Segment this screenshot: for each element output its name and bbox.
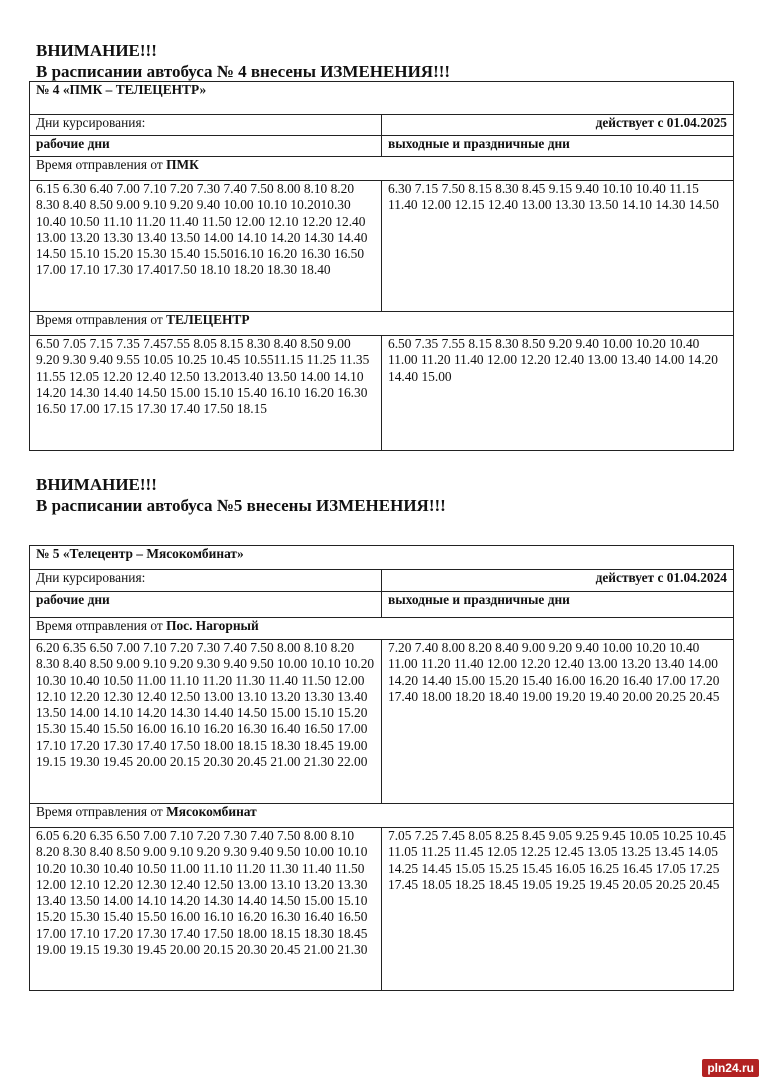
bus5-route-title: № 5 «Телецентр – Мясокомбинат» [30, 546, 734, 570]
bus4-notice-line2: В расписании автобуса № 4 внесены ИЗМЕНЕНИЯ!!! [36, 62, 451, 81]
bus4-departure2-prefix: Время отправления от [36, 312, 167, 327]
bus4-weekend-label: выходные и праздничные дни [382, 136, 734, 157]
bus5-schedule-table [29, 545, 734, 991]
bus5-notice-line2: В расписании автобуса №5 внесены ИЗМЕНЕНИЯ!!! [36, 496, 446, 515]
bus4-departure2-weekday-times: 6.50 7.05 7.15 7.35 7.457.55 8.05 8.15 8.30 8.40 8.50 9.00 9.20 9.30 9.40 9.55 10.05 10.25 10.45 10.5511.15 11.25 11.35 11.55 12.05 12.20 12.40 12.50 13.2013.40 13.50 14.00 14.10 14.20 14.30 14.40 14.50 15.00 15.10 15.40 16.10 16.20 16.30 16.50 17.00 17.15 17.30 17.40 17.50 18.15 [30, 336, 382, 451]
bus4-schedule-table [29, 81, 734, 451]
bus4-days-label: Дни курсирования: [30, 115, 382, 136]
bus5-daytype-row [30, 592, 734, 618]
bus5-departure1-prefix: Время отправления от [36, 618, 167, 633]
bus5-departure1-weekend-times: 7.20 7.40 8.00 8.20 8.40 9.00 9.20 9.40 10.00 10.20 10.40 11.00 11.20 11.40 12.00 12.20 12.40 13.00 13.20 13.40 14.00 14.20 14.40 15.00 15.20 15.40 16.00 16.20 16.40 17.00 17.20 17.40 18.00 18.20 18.40 19.00 19.20 19.40 20.00 20.25 20.45 [382, 640, 734, 804]
bus5-effective-date: действует с 01.04.2024 [382, 570, 734, 592]
bus5-notice-line1: ВНИМАНИЕ!!! [36, 475, 157, 494]
bus4-departure2-times-row [30, 336, 734, 451]
bus5-departure1-times-row [30, 640, 734, 804]
bus5-departure2-stop: Мясокомбинат [166, 804, 257, 819]
bus5-departure2-heading [30, 804, 734, 828]
bus5-departure2-times-row [30, 828, 734, 991]
bus5-weekdays-label: рабочие дни [30, 592, 382, 618]
bus4-days-row [30, 115, 734, 136]
site-watermark: pln24.ru [702, 1059, 759, 1077]
bus5-days-row [30, 570, 734, 592]
bus4-route-row [30, 82, 734, 115]
bus5-departure1-weekday-times: 6.20 6.35 6.50 7.00 7.10 7.20 7.30 7.40 7.50 8.00 8.10 8.20 8.30 8.40 8.50 9.00 9.10 9.20 9.30 9.40 9.50 10.00 10.10 10.20 10.30 10.40 10.50 11.00 11.10 11.20 11.30 11.40 11.50 12.00 12.10 12.20 12.30 12.40 12.50 13.00 13.10 13.20 13.30 13.40 13.50 14.00 14.10 14.20 14.30 14.40 14.50 15.00 15.10 15.20 15.30 15.40 15.50 16.00 16.10 16.20 16.30 16.40 16.50 17.00 17.10 17.20 17.30 17.40 17.50 18.00 18.15 18.30 18.45 19.00 19.15 19.30 19.45 20.00 20.15 20.30 20.45 21.00 21.30 22.00 [30, 640, 382, 804]
bus4-departure1-weekend-times: 6.30 7.15 7.50 8.15 8.30 8.45 9.15 9.40 10.10 10.40 11.15 11.40 12.00 12.15 12.40 13.00 13.30 13.50 14.10 14.30 14.50 [382, 181, 734, 312]
bus5-departure2-weekday-times: 6.05 6.20 6.35 6.50 7.00 7.10 7.20 7.30 7.40 7.50 8.00 8.10 8.20 8.30 8.40 8.50 9.00 9.10 9.20 9.30 9.40 9.50 10.00 10.10 10.20 10.30 10.40 10.50 11.00 11.10 11.20 11.30 11.40 11.50 12.00 12.10 12.20 12.30 12.40 12.50 13.00 13.10 13.20 13.30 13.40 13.50 14.00 14.10 14.20 14.30 14.40 14.50 15.00 15.10 15.20 15.30 15.40 15.50 16.00 16.10 16.20 16.30 16.40 16.50 17.00 17.10 17.20 17.30 17.40 17.50 18.00 18.15 18.30 18.45 19.00 19.15 19.30 19.45 20.00 20.15 20.30 20.45 21.00 21.30 [30, 828, 382, 991]
bus4-departure2-weekend-times: 6.50 7.35 7.55 8.15 8.30 8.50 9.20 9.40 10.00 10.20 10.40 11.00 11.20 11.40 12.00 12.20 12.40 13.00 13.40 14.00 14.20 14.40 15.00 [382, 336, 734, 451]
bus5-departure2-row [30, 804, 734, 828]
bus5-route-row [30, 546, 734, 570]
bus5-departure1-row [30, 618, 734, 640]
bus4-departure2-stop: ТЕЛЕЦЕНТР [166, 312, 250, 327]
bus4-weekdays-label: рабочие дни [30, 136, 382, 157]
bus5-notice [36, 474, 446, 516]
bus4-notice-line1: ВНИМАНИЕ!!! [36, 41, 157, 60]
bus4-daytype-row [30, 136, 734, 157]
bus5-departure2-prefix: Время отправления от [36, 804, 167, 819]
bus5-departure2-weekend-times: 7.05 7.25 7.45 8.05 8.25 8.45 9.05 9.25 9.45 10.05 10.25 10.45 11.05 11.25 11.45 12.05 12.25 12.45 13.05 13.25 13.45 14.05 14.25 14.45 15.05 15.25 15.45 16.05 16.25 16.45 17.05 17.25 17.45 18.05 18.25 18.45 19.05 19.25 19.45 20.05 20.25 20.45 [382, 828, 734, 991]
bus4-departure2-row [30, 312, 734, 336]
bus4-departure1-heading [30, 157, 734, 181]
bus4-departure1-times-row [30, 181, 734, 312]
bus4-departure1-stop: ПМК [166, 157, 199, 172]
bus4-notice [36, 40, 450, 82]
bus5-days-label: Дни курсирования: [30, 570, 382, 592]
bus4-departure2-heading [30, 312, 734, 336]
bus4-departure1-weekday-times: 6.15 6.30 6.40 7.00 7.10 7.20 7.30 7.40 7.50 8.00 8.10 8.20 8.30 8.40 8.50 9.00 9.10 9.20 9.40 10.00 10.10 10.2010.30 10.40 10.50 11.10 11.20 11.40 11.50 12.00 12.10 12.20 12.40 13.00 13.20 13.30 13.40 13.50 14.00 14.10 14.20 14.30 14.40 14.50 15.10 15.20 15.30 15.40 15.5016.10 16.20 16.30 16.50 17.00 17.10 17.30 17.4017.50 18.10 18.20 18.30 18.40 [30, 181, 382, 312]
bus5-departure1-heading [30, 618, 734, 640]
bus5-departure1-stop: Пос. Нагорный [166, 618, 259, 633]
bus4-effective-date: действует с 01.04.2025 [382, 115, 734, 136]
bus4-departure1-prefix: Время отправления от [36, 157, 167, 172]
bus4-departure1-row [30, 157, 734, 181]
bus5-weekend-label: выходные и праздничные дни [382, 592, 734, 618]
bus4-route-title: № 4 «ПМК – ТЕЛЕЦЕНТР» [30, 82, 734, 115]
